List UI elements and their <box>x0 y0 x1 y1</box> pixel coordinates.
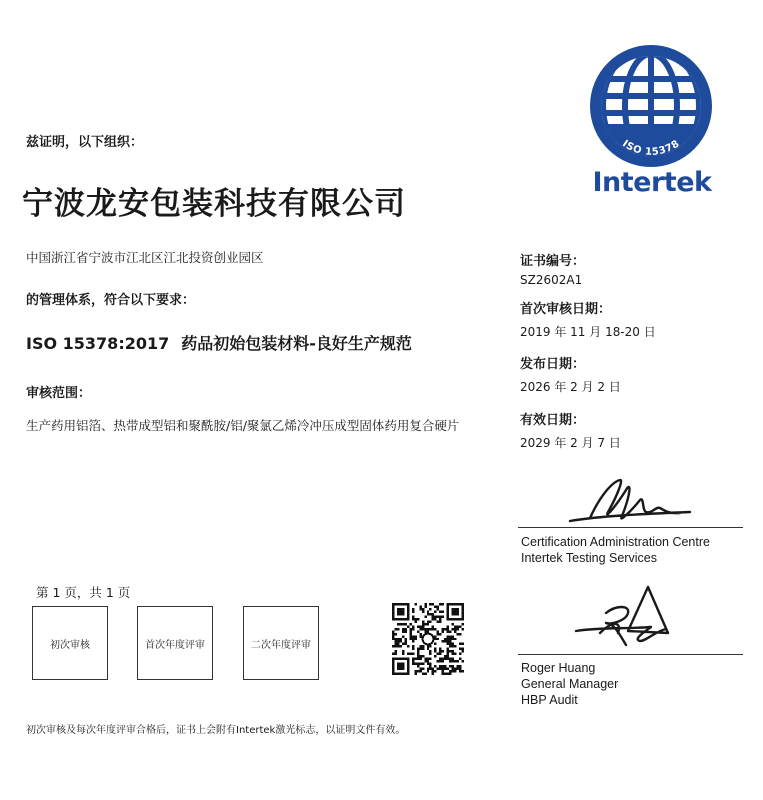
audit-box-second-annual-label: 二次年度评审 <box>251 639 311 651</box>
certificate-number-label: 证书编号： <box>520 254 586 269</box>
standard-code: ISO 15378:2017 <box>26 334 170 353</box>
management-intro: 的管理体系，符合以下要求： <box>26 293 196 308</box>
first-audit-date-value: 2019 年 11 月 18-20 日 <box>520 325 656 339</box>
signatory-2-unit: HBP Audit <box>521 693 578 707</box>
signatory-1-line1: Certification Administration Centre <box>521 535 710 549</box>
signatory-2-title: General Manager <box>521 677 619 691</box>
expiry-date-value: 2029 年 2 月 7 日 <box>520 436 621 450</box>
expiry-date-label: 有效日期： <box>520 413 586 428</box>
intro-text: 兹证明，以下组织： <box>26 135 144 150</box>
signature-certification-centre <box>560 476 700 526</box>
signatory-2-name: Roger Huang <box>521 661 596 675</box>
issue-date-value: 2026 年 2 月 2 日 <box>520 380 621 394</box>
signatory-2 <box>521 660 618 708</box>
footer-note: 初次审核及每次年度评审合格后，证书上会附有Intertek激光标志，以证明文件有效。 <box>26 725 406 736</box>
audit-box-second-annual <box>243 606 319 680</box>
audit-box-initial <box>32 606 108 680</box>
company-address: 中国浙江省宁波市江北区江北投资创业园区 <box>26 250 264 265</box>
signatory-1-line2: Intertek Testing Services <box>521 551 657 565</box>
audit-box-first-annual-label: 首次年度评审 <box>145 639 205 651</box>
audit-box-first-annual <box>137 606 213 680</box>
logo-ring-text: ISO 15378 <box>620 138 682 158</box>
company-name: 宁波龙安包装科技有限公司 <box>22 186 406 222</box>
page-number: 第 1 页，共 1 页 <box>36 585 131 600</box>
certificate-number-value: SZ2602A1 <box>520 273 583 287</box>
signatory-1 <box>521 534 710 566</box>
qr-code <box>392 603 464 675</box>
scope-label: 审核范围： <box>26 386 92 401</box>
logo-brand-text: Intertek <box>592 167 712 198</box>
signature-line-2 <box>518 654 743 655</box>
signature-line-1 <box>518 527 743 528</box>
standard-title: 药品初始包装材料-良好生产规范 <box>181 334 412 353</box>
issue-date-label: 发布日期： <box>520 357 586 372</box>
audit-box-initial-label: 初次审核 <box>50 639 90 651</box>
scope-text: 生产药用铝箔、热带成型铝和聚酰胺/铝/聚氯乙烯冷冲压成型固体药用复合硬片 <box>26 418 460 433</box>
signature-general-manager <box>570 583 690 653</box>
standard-heading <box>26 331 424 354</box>
first-audit-date-label: 首次审核日期： <box>520 302 612 317</box>
